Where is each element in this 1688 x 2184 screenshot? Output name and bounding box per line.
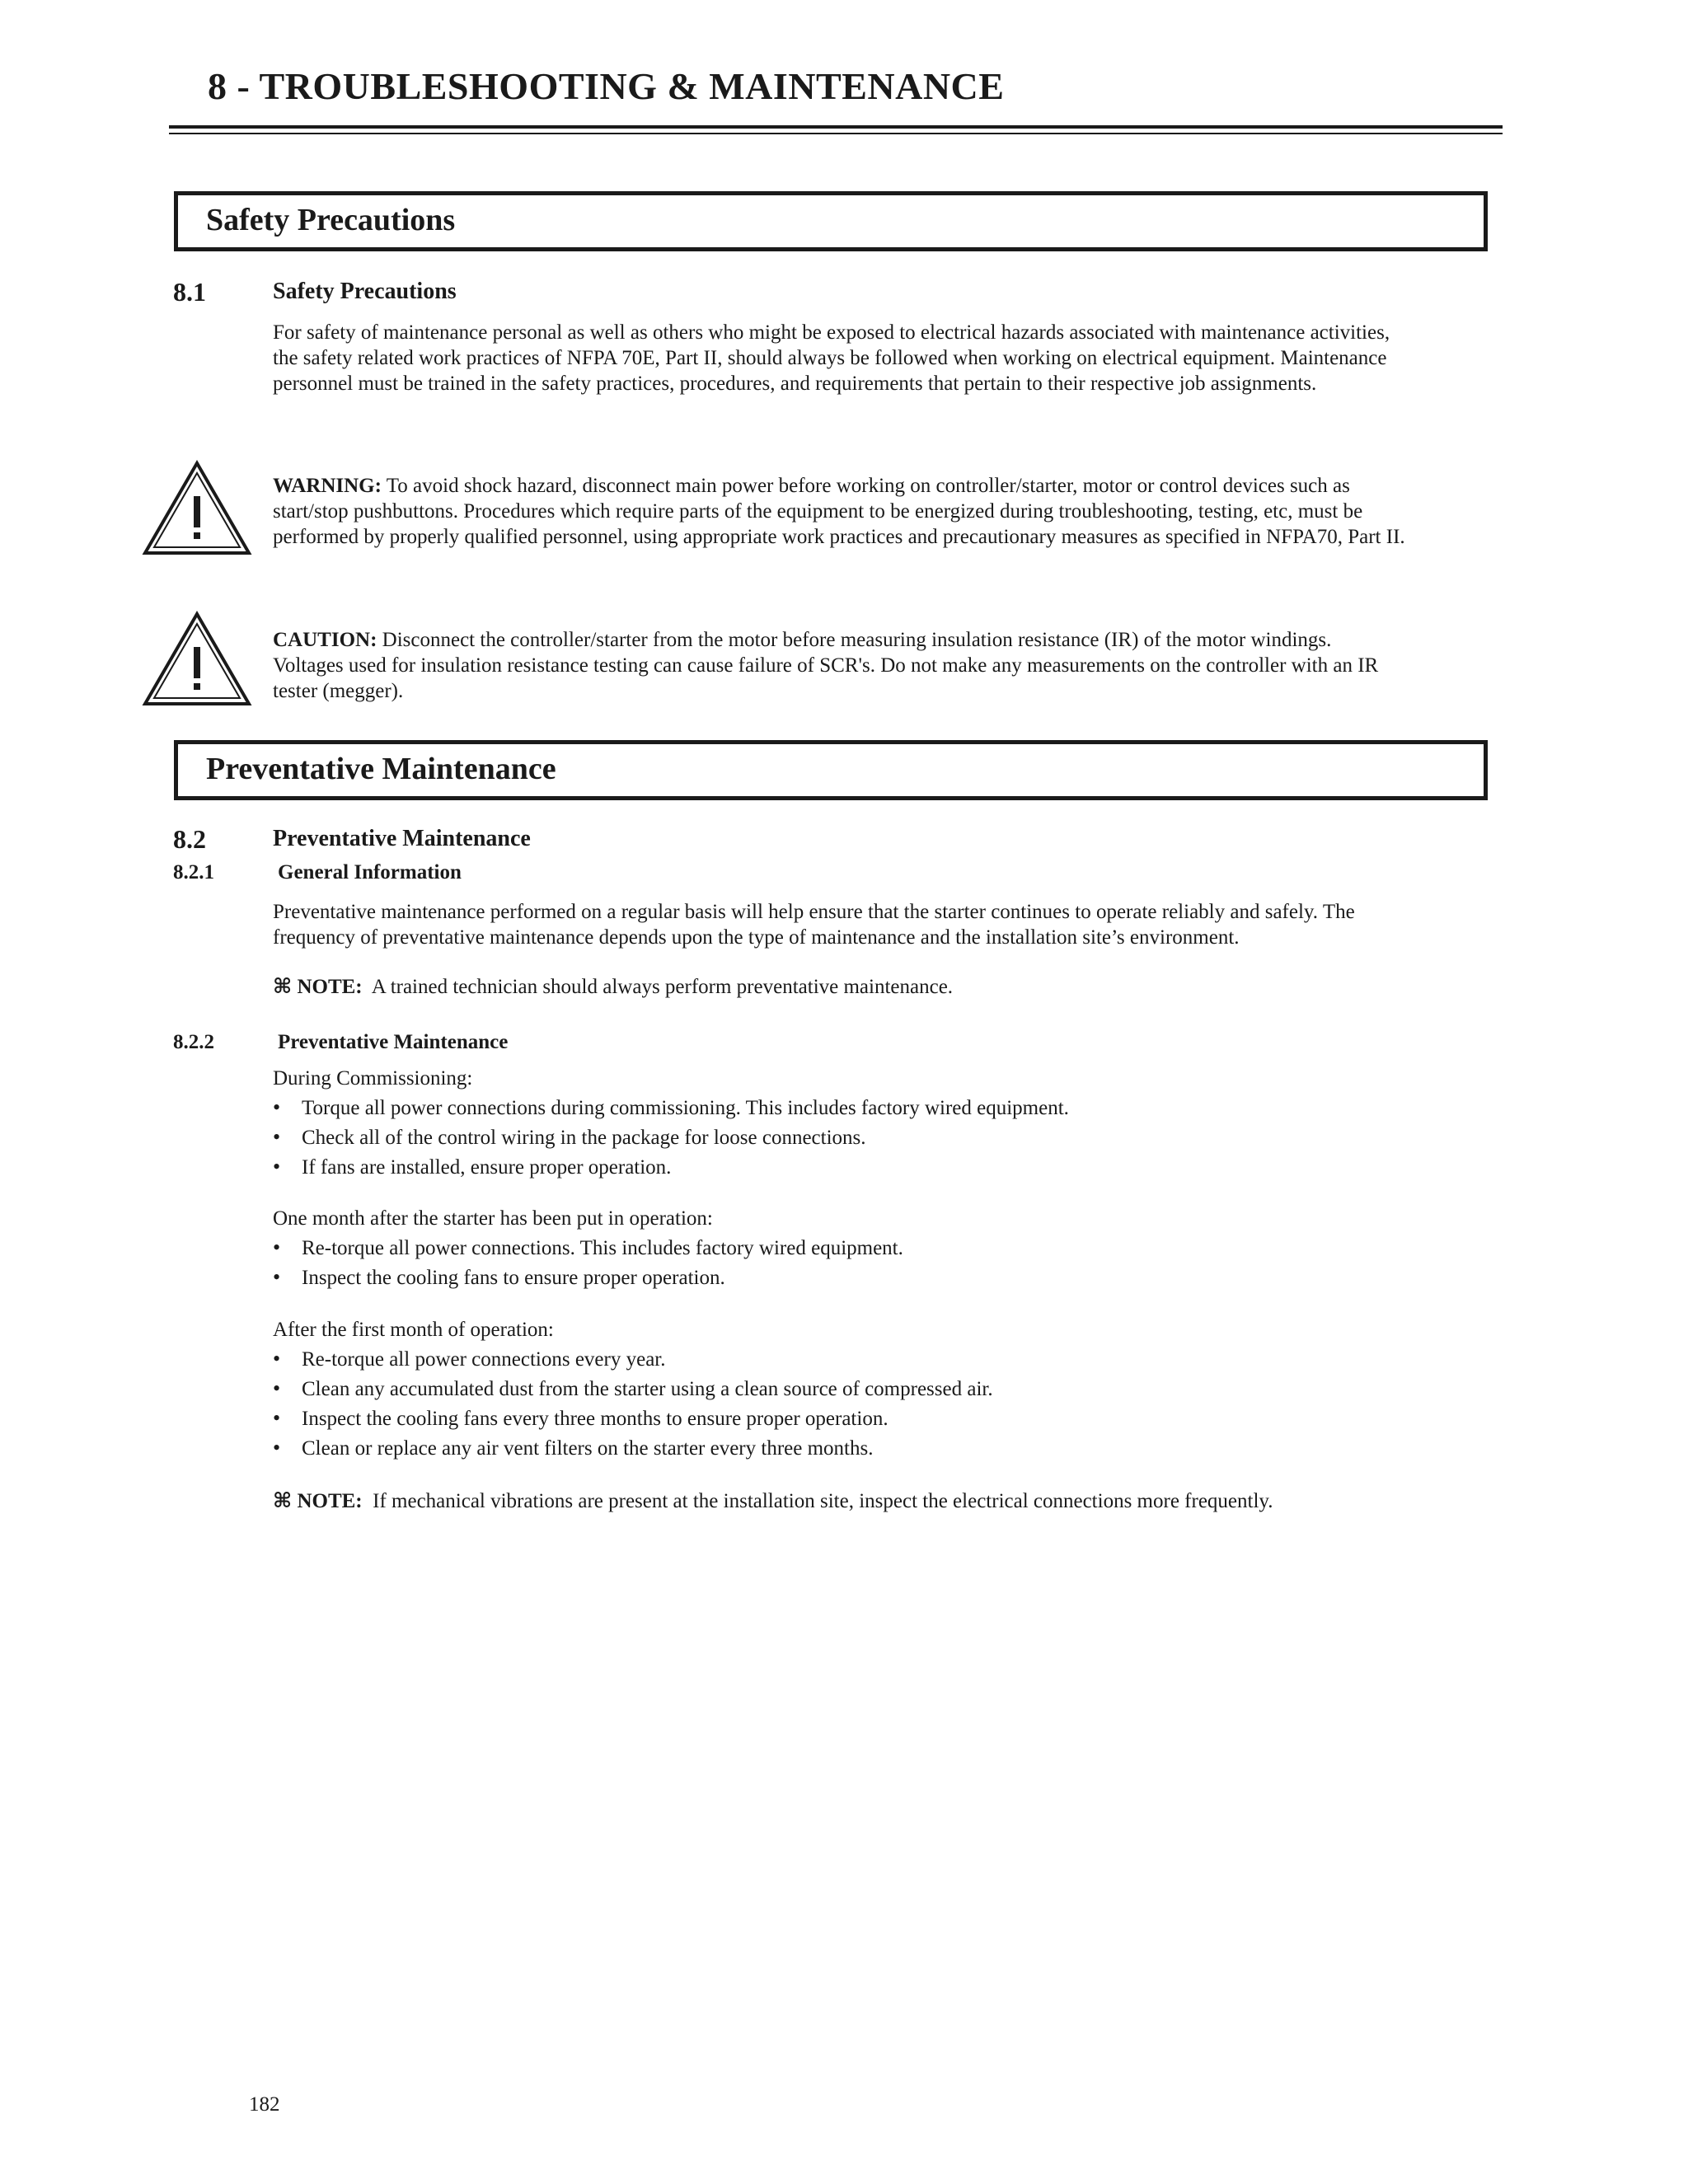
text-line: Preventative maintenance performed on a regular basis will help ensure that the starter continues to operate reliably and safely. The	[273, 901, 1355, 923]
section-heading-maintenance: Preventative Maintenance	[273, 826, 531, 851]
bullet-icon: •	[273, 1095, 281, 1119]
title-rule-thick	[169, 125, 1503, 129]
note-text: A trained technician should always perform preventative maintenance.	[371, 976, 954, 998]
caution-paragraph	[273, 627, 1493, 704]
caution-label: CAUTION:	[273, 629, 377, 651]
text-line: tester (megger).	[273, 680, 404, 702]
warning-label: WARNING:	[273, 475, 382, 497]
bullet-icon: •	[273, 1155, 281, 1179]
safety-paragraph	[273, 320, 1493, 396]
group-intro: One month after the starter has been put in operation:	[273, 1207, 713, 1230]
text-line: Voltages used for insulation resistance testing can cause failure of SCR's. Do not make any measurements on the controller with an IR	[273, 654, 1379, 677]
section-box-title: Safety Precautions	[206, 203, 456, 237]
bullet-icon: •	[273, 1235, 281, 1259]
text-line: start/stop pushbuttons. Procedures which require parts of the equipment to be energized during troubleshooting, testing, etc, must be	[273, 500, 1363, 523]
chapter-title: 8 - TROUBLESHOOTING & MAINTENANCE	[208, 65, 1005, 107]
section-heading-general: General Information	[278, 861, 462, 883]
section-box-title: Preventative Maintenance	[206, 752, 556, 786]
note-general	[273, 974, 953, 999]
text-line: performed by properly qualified personnel, using appropriate work practices and precautionary measures as specified in NFPA70, Part II.	[273, 526, 1405, 548]
group-intro: During Commissioning:	[273, 1067, 473, 1090]
text-line: personnel must be trained in the safety practices, procedures, and requirements that pertain to their respective job assignments.	[273, 373, 1317, 395]
section-number-8-2-2: 8.2.2	[173, 1031, 214, 1053]
page-number: 182	[249, 2093, 280, 2116]
note-text: If mechanical vibrations are present at the installation site, inspect the electrical connections more frequently.	[373, 1490, 1273, 1512]
warning-triangle-icon	[142, 460, 252, 560]
command-key-icon: ⌘	[273, 976, 293, 998]
section-heading-procedure: Preventative Maintenance	[278, 1031, 509, 1053]
section-box-safety	[174, 191, 1488, 251]
bullet-icon: •	[273, 1436, 281, 1460]
manual-page: 8 - TROUBLESHOOTING & MAINTENANCE Safety Precautions 8.1 Safety Precautions For safety of maintenance personal as well as others who might be exposed to electrical hazards associated with maintenance activities, the safety related work practices of NFPA 70E, Part II, should always be followed when working on electrical equipment. Maintenance personnel must be trained in the safety practices, procedures, and requirements that pertain to their respective job assignments. WARNING: To avoid shock hazard, disconnect main power before working on controller/starter, motor or control devices such as start/stop pushbuttons. Procedures which require parts of the equipment to be energized during troubleshooting, testing, etc, must be performed by properly qualified personnel, using appropriate work practices and precautionary measures as specified in NFPA70, Part II. CAUTION: Disconnect the controller/starter from the motor before measuring insulation resistance (IR) of the motor windings. Voltages used for insulation resistance testing can cause failure of SCR's. Do not make any measurements on the controller with an IR tester (megger). Preventative Maintenance 8.2 Preventative Maintenance 8.2.1 General Information Preventative maintenance performed on a regular basis will help ensure that the starter continues to operate reliably and safely. The frequency of preventative maintenance depends upon the type of maintenance and the installation site’s environment. ⌘ NOTE: A trained technician should always perform preventative maintenance. 8.2.2 Preventative Maintenance During Commissioning: • Torque all power connections during commissioning. This includes factory wired equipment. • Check all of the control wiring in the package for loose connections. • If fans are installed, ensure proper operation. One month after the starter has been put in operation: • Re-torque all power connections. This includes factory wired equipment. • Inspect the cooling fans to ensure proper operation. After the first month of operation: • Re-torque all power connections every year. • Clean any accumulated dust from the starter using a clean source of compressed air. • Inspect the cooling fans every three months to ensure proper operation. • Clean or replace any air vent filters on the starter every three months. ⌘ NOTE: If mechanical vibrations are present at the installation site, inspect the electrical connections more frequently. 182	[0, 0, 1688, 2184]
text-line: For safety of maintenance personal as well as others who might be exposed to electrical hazards associated with maintenance activities,	[273, 321, 1390, 344]
title-rule-thin	[169, 133, 1503, 134]
text-line: CAUTION: Disconnect the controller/starter from the motor before measuring insulation resistance (IR) of the motor windings.	[273, 629, 1332, 651]
text-line: the safety related work practices of NFPA 70E, Part II, should always be followed when working on electrical equipment. Maintenance	[273, 347, 1387, 369]
text-line: WARNING: To avoid shock hazard, disconnect main power before working on controller/starter, motor or control devices such as	[273, 475, 1350, 497]
section-number-8-1: 8.1	[173, 277, 206, 307]
note-label: NOTE:	[297, 976, 363, 998]
warning-paragraph	[273, 473, 1509, 550]
note-procedure	[273, 1488, 1273, 1513]
bullet-icon: •	[273, 1406, 281, 1430]
bullet-icon: •	[273, 1347, 281, 1371]
warning-triangle-icon	[142, 611, 252, 711]
section-heading-safety: Safety Precautions	[273, 279, 457, 304]
note-label: NOTE:	[297, 1490, 363, 1512]
bullet-icon: •	[273, 1376, 281, 1400]
group-intro: After the first month of operation:	[273, 1319, 554, 1341]
general-paragraph	[273, 899, 1493, 950]
command-key-icon: ⌘	[273, 1490, 293, 1512]
section-box-maintenance	[174, 740, 1488, 800]
bullet-icon: •	[273, 1125, 281, 1149]
text-line: frequency of preventative maintenance depends upon the type of maintenance and the installation site’s environment.	[273, 926, 1240, 949]
section-number-8-2-1: 8.2.1	[173, 861, 214, 883]
bullet-icon: •	[273, 1265, 281, 1289]
section-number-8-2: 8.2	[173, 824, 206, 854]
